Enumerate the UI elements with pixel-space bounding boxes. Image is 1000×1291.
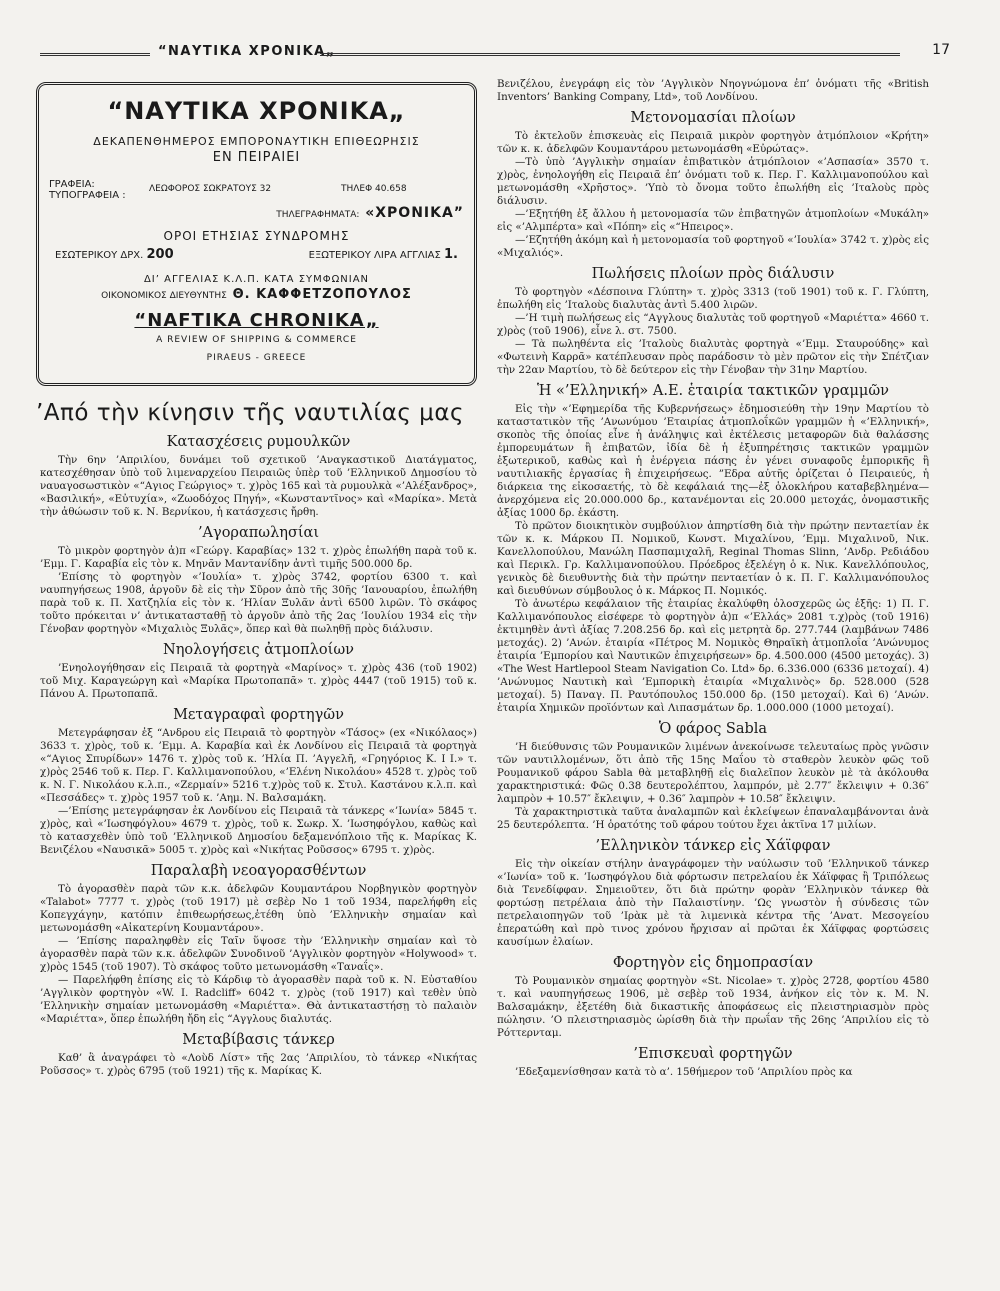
left-column bbox=[36, 82, 477, 1078]
masthead-latin-title: “NAFTIKA CHRONIKA„ bbox=[134, 310, 379, 331]
masthead-offices bbox=[49, 179, 464, 209]
section-heading: Φορτηγὸν εἰς δημοπρασίαν bbox=[612, 955, 814, 971]
director-name: Θ. ΚΑΦΦΕΤΖΟΠΟΥΛΟΣ bbox=[232, 287, 412, 302]
section-heading: ’Αγοραπωλησίαι bbox=[197, 525, 320, 541]
masthead-box bbox=[36, 82, 477, 386]
section-paragraph: — ’Επίσης παραληφθὲν εἰς Ταῖν ὕψοσε τὴν ’Ελληνικὴν σημαίαν καὶ τὸ ἀγορασθὲν παρὰ τῶν κ.κ. ἀδελφῶν Συνοδινοῦ ’Αγγλικὸν φορτηγὸν «Holywood» τ. χ)ρὸς 1545 (τοῦ 1907). Τὸ σκάφος τοῦτο μετωνομάσθη «Ταναΐς». bbox=[40, 935, 477, 973]
price-foreign-value: 1. bbox=[444, 247, 458, 262]
section-paragraph: Μετεγράφησαν ἐξ “Ανδρου εἰς Πειραιᾶ τὸ φορτηγὸν «Τάσος» (ex «Νικόλαος») 3633 τ. χ)ρὸς, τοῦ κ. ’Εμμ. Α. Καραβία καὶ ἐκ Λονδίνου εἰς Πειραιᾶ τὰ φορτηγὰ «“Αγιος Σπυρίδων» 1476 τ. χ)ρὸς τοῦ κ. ’Ηλία Π. ’Αγγελῆ, «Γρηγόριος Κ. Ι Ι.» τ. χ)ρὸς 2546 τοῦ κ. Περ. Γ. Καλλιμανοπούλου, «’Ελένη Νικολάου» 4528 τ. χ)ρὸς τοῦ κ. Ν. Γ. Νικολάου κ.λ.π., «Ζερμαίν» 5216 τ.χ)ρὸς τοῦ κ. Στυλ. Καστάνου κ.λ.π. καὶ «Πεσσάδες» τ. χ)ρὸς 1957 τοῦ κ. ’Αημ. Ν. Βαλσαμάκη. bbox=[40, 727, 477, 804]
price-foreign-label: ΕΞΩΤΕΡΙΚΟΥ ΛΙΡΑ ΑΓΓΛΙΑΣ bbox=[308, 250, 441, 261]
offices-phone: ΤΗΛΕΦ 40.658 bbox=[341, 184, 407, 194]
rule-left bbox=[40, 53, 150, 56]
section-paragraph: Τὸ φορτηγὸν «Δέσποινα Γλύπτη» τ. χ)ρὸς 3313 (τοῦ 1901) τοῦ κ. Γ. Γλύπτη, ἐπωλήθη εἰς ’Ιταλοὺς διαλυτὰς ἀντὶ 5.400 λιρῶν. bbox=[497, 286, 929, 311]
terms-title: ΟΡΟΙ ΕΤΗΣΙΑΣ ΣΥΝΔΡΟΜΗΣ bbox=[163, 229, 350, 243]
section-heading: Παραλαβὴ νεοαγορασθέντων bbox=[150, 863, 367, 879]
right-intro: Βενιζέλου, ἐνεγράφη εἰς τὸν ’Αγγλικὸν Νηογνώμονα ἐπ’ ὀνόματι τῆς «British Inventors’ Banking Company, Ltd», τοῦ Λονδίνου. bbox=[497, 78, 929, 103]
section-heading: ’Επισκευαὶ φορτηγῶν bbox=[633, 1046, 793, 1062]
section-paragraph: —’Επίσης μετεγράφησαν ἐκ Λονδίνου εἰς Πειραιᾶ τὰ τάνκερς «’Ιωνία» 5845 τ. χ)ρὸς, καὶ «’Ιωσηφόγλου» 4679 τ. χ)ρὸς, τοῦ κ. Σωκρ. Χ. ’Ιωσηφόγλου, καθὼς καὶ τὸ κατασχεθὲν ὑπὸ τοῦ ’Ελληνικοῦ Δημοσίου δεξαμενόπλοιο τῆς κ. Μαρίκας Κ. Βενιζέλου «Ναυσικᾶ» 5005 τ. χ)ρὸς καὶ «Νικήτας Ροῦσσος» 6795 τ. χ)ρὸς. bbox=[40, 805, 477, 856]
telegrams-value: «ΧΡΟΝΙΚΑ” bbox=[365, 205, 464, 221]
section-paragraph: Τὸ ἐκτελοῦν ἐπισκευὰς εἰς Πειραιᾶ μικρὸν φορτηγὸν ἀτμόπλοιον «Κρήτη» τῶν κ. κ. ἀδελφῶν Κουμαντάρου μετωνομάσθη «Εὐρώτας». bbox=[497, 130, 929, 155]
masthead-title: “ΝΑΥΤΙΚΑ ΧΡΟΝΙΚΑ„ bbox=[107, 97, 406, 125]
offices-label: ΓΡΑΦΕΙΑ: ΤΥΠΟΓΡΑΦΕΙΑ : bbox=[49, 179, 126, 201]
offices-address: ΛΕΩΦΟΡΟΣ ΣΩΚΡΑΤΟΥΣ 32 bbox=[149, 184, 272, 194]
section-paragraph: Εἰς τὴν οἰκείαν στήλην ἀναγράφομεν τὴν ναύλωσιν τοῦ ’Ελληνικοῦ τάνκερ «’Ιωνία» τοῦ κ. ’Ιωσηφόγλου διὰ φόρτωσιν πετρελαίου ἐκ Χάϊφφας ἢ Τριπόλεως διὰ Τενεδίφφαν. Σημειοῦτεν, ὅτι διὰ πρώτην φορὰν ’Ελληνικὸν τάνκερ θὰ φορτώσῃ πετρέλαια ἀπὸ τὴν Παλαιστίνην. ’Ως γνωστὸν ἡ σύνδεσις τῶν πετρελαιοπηγῶν τοῦ ’Ιρὰκ μὲ τὰ λιμενικὰ κέντρα τῆς ’Ανατ. Μεσογείου ἐπερατώθη καὶ πρὸ τινος χρόνου ἤρχισαν αἱ πρῶται ἐκ Χάϊφφας φορτώσεις καυσίμων ἐλαίων. bbox=[497, 858, 929, 948]
section-heading: Νηολογήσεις ἀτμοπλοίων bbox=[163, 642, 354, 658]
section-heading: Μεταβίβασις τάνκερ bbox=[182, 1032, 335, 1048]
section-paragraph: Τὸ ἀγορασθὲν παρὰ τῶν κ.κ. ἀδελφῶν Κουμαντάρου Νορβηγικὸν φορτηγὸν «Talabot» 7777 τ. χ)ρὸς (τοῦ 1917) μὲ σεβὲρ Νο 1 τοῦ 1934, παρελήφθη εἰς Κοπεγχάγην, κατόπιν ἐπιθεωρήσεως,ἐτέθη ὑπὸ ’Ελληνικὴν σημαίαν καὶ μετωνομάσθη «Αἰκατερίνη Κουμαντάρου». bbox=[40, 883, 477, 934]
section-paragraph: Τὰ χαρακτηριστικὰ ταῦτα ἀναλαμπῶν καὶ ἐκλείψεων ἐπαναλαμβάνονται ἀνὰ 25 δευτερόλεπτα. ’Η ὁρατότης τοῦ φάρου τούτου ἔχει ἀκτῖνα 17 μιλίων. bbox=[497, 806, 929, 831]
subscription-prices bbox=[49, 247, 464, 262]
section-paragraph: ’Ενηολογήθησαν εἰς Πειραιᾶ τὰ φορτηγὰ «Μαρίνος» τ. χ)ρὸς 436 (τοῦ 1902) τοῦ Μιχ. Καραγεώργη καὶ «Μαρίκα Πρωτοπαπᾶ» τ. χ)ρὸς 4447 (τοῦ 1915) τοῦ κ. Πάνου Α. Πρωτοπαπᾶ. bbox=[40, 662, 477, 700]
director-label: ΟΙΚΟΝΟΜΙΚΟΣ ΔΙΕΥΘΥΝΤΗΣ bbox=[101, 291, 227, 301]
section-paragraph: ’Η διεύθυνσις τῶν Ρουμανικῶν λιμένων ἀνεκοίνωσε τελευταίως πρὸς γνῶσιν τῶν ναυτιλλομένων, ὅτι ἀπὸ τῆς 15ης Μαΐου τὸ σταθερὸν λευκὸν φῶς τοῦ Ρουμανικοῦ φάρου Sabla θὰ μεταβληθῇ εἰς διαλεῖπον λευκὸν μὲ τὰ ἀκόλουθα χαρακτηριστικά: Φῶς 0.38 δευτερολέπτου, λαμπρόν, μὲ 2.77″ ἔκλειψιν + 0.36″ λαμπρὸν + 10.57″ ἔκλειψιν, + 0.36″ λαμπρὸν + 10.58″ ἔκλειψιν. bbox=[497, 741, 929, 805]
telegrams-label: ΤΗΛΕΓΡΑΦΗΜΑΤΑ: bbox=[276, 210, 360, 220]
section-paragraph: —’Η τιμὴ πωλήσεως εἰς “Αγγλους διαλυτὰς τοῦ φορτηγοῦ «Μαριέττα» 4660 τ. χ)ρὸς (τοῦ 1906), εἶνε λ. στ. 7500. bbox=[497, 312, 929, 337]
running-head-title: “ΝΑΥΤΙΚΑ ΧΡΟΝΙΚΑ„ bbox=[158, 44, 336, 59]
section-heading: Κατασχέσεις ρυμουλκῶν bbox=[166, 434, 351, 450]
masthead-place: ΕΝ ΠΕΙΡΑΙΕΙ bbox=[212, 150, 301, 165]
section-heading: Πωλήσεις πλοίων πρὸς διάλυσιν bbox=[591, 266, 835, 282]
masthead-latin-subtitle: A REVIEW OF SHIPPING & COMMERCE bbox=[156, 335, 357, 345]
section-paragraph: Τὸ ἀνωτέρω κεφάλαιον τῆς ἑταιρίας ἐκαλύφθη ὁλοσχερῶς ὡς ἑξῆς: 1) Π. Γ. Καλλιμανόπουλος εἰσέφερε τὸ φορτηγὸν ἀ)π «’Ελλάς» 2081 τ.χ)ρὸς (τοῦ 1916) ἐκτιμηθὲν ἀντὶ ἀξίας 7.208.256 δρ. καὶ εἰς μετρητὰ δρ. 277.744 (λαμβάνων 7486 μετοχάς). 2) ’Ανών. ἑταιρία «Πέτρος Μ. Νομικὸς Θηραϊκὴ ἀτμοπλοΐα ’Ανώνυμος ἑταιρία ’Εμπορίου καὶ Ναυτικῶν ἐπιχειρήσεων» δρ. 4.500.000 (4500 μετοχάς). 3) «The West Hartlepool Steam Navigation Co. Ltd» δρ. 6.336.000 (6336 μετοχαί). 4) ’Ανώνυμος Ναυτικὴ καὶ ’Εμπορικὴ ἑταιρία «Μιχαλινὸς» δρ. 528.000 (528 μετοχαί). 5) Παναγ. Π. Ραυτόπουλος 150.000 δρ. (150 μετοχαί). Καὶ 6) ’Ανών. ἑταιρία Χημικῶν προϊόντων καὶ Λιπασμάτων δρ. 1.000.000 (1000 μετοχαί). bbox=[497, 598, 929, 714]
main-heading: ’Από τὴν κίνησιν τῆς ναυτιλίας μας bbox=[36, 400, 464, 426]
director-line bbox=[49, 287, 464, 302]
masthead-subtitle: ΔΕΚΑΠΕΝΘΗΜΕΡΟΣ ΕΜΠΟΡΟΝΑΥΤΙΚΗ ΕΠΙΘΕΩΡΗΣΙΣ bbox=[93, 135, 420, 148]
section-paragraph: —Τὸ ὑπὸ ’Αγγλικὴν σημαίαν ἐπιβατικὸν ἀτμόπλοιον «’Ασπασία» 3570 τ. χ)ρὸς, ἐνηολογήθη εἰς Πειραιᾶ ἐπ’ ὀνόματι τοῦ κ. Περ. Γ. Καλλιμανοπούλου καὶ μετωνομάσθη «Χρῆστος». ’Υπὸ τὸ ὄνομα τοῦτο ἐπωλήθη εἰς ’Ιταλοὺς πρὸς διάλυσιν. bbox=[497, 156, 929, 207]
section-paragraph: — Τὰ πωληθέντα εἰς ’Ιταλοὺς διαλυτὰς φορτηγὰ «’Εμμ. Σταυρούδης» καὶ «Φωτεινὴ Καρρᾶ» κατέπλευσαν πρὸς παράδοσιν τὸ μὲν πρῶτον εἰς τὴν Σπέτζιαν τὴν 22αν Μαρτίου, τὸ δὲ δεύτερον εἰς τὴν Γένοβαν τὴν 31ην Μαρτίου. bbox=[497, 338, 929, 376]
section-paragraph: —’Εξητήθη ἐξ ἄλλου ἡ μετονομασία τῶν ἐπιβατηγῶν ἀτμοπλοίων «Μυκάλη» εἰς «’Αλμπέρτα» καὶ «Πόπη» εἰς «“Ηπειρος». bbox=[497, 208, 929, 233]
section-paragraph: Τὸ πρῶτον διοικητικὸν συμβούλιον ἀπηρτίσθη διὰ τὴν πρώτην πενταετίαν ἐκ τῶν κ. κ. Μάρκου Π. Νομικοῦ, Κωνστ. Μιχαλίνου, ’Εμμ. Μιχαλινοῦ, Νικ. Κανελλοπούλου, Μανώλη Πασπαμιχαλῆ, Reginal Thomas Slinn, ’Ανδρ. Ρεδιάδου καὶ Περικλ. Γρ. Καλλιμανοπούλου. Πρόεδρος ἐξελέγη ὁ κ. Νικ. Κανελλόπουλος, γενικὸς δὲ διευθυντὴς διὰ τὴν πρώτην πενταετίαν ὁ κ. Π. Γ. Καλλιμανόπουλος καὶ διευθύνων σύμβουλος ὁ κ. Μάρκος Π. Νομικός. bbox=[497, 520, 929, 597]
section-paragraph: Τὴν 6ην ’Απριλίου, δυνάμει τοῦ σχετικοῦ ’Αναγκαστικοῦ Διατάγματος, κατεσχέθησαν ὑπὸ τοῦ λιμεναρχείου Πειραιῶς ὑπὲρ τοῦ ’Ελληνικοῦ Δημοσίου τὸ ναυαγοσωστικὸν «“Αγιος Γεώργιος» τ. χ)ρὸς 165 καὶ τὰ ρυμουλκὰ «’Αλέξανδρος», «Βασιλική», «Εὐτυχία», «Ζωοδόχος Πηγή», «Κωνσταντῖνος» καὶ «Μαρίκα». Μετὰ τὴν ἀθώωσιν τοῦ κ. Ν. Βερνίκου, ἡ κατάσχεσις ἤρθη. bbox=[40, 454, 477, 518]
price-domestic-label: ΕΣΩΤΕΡΙΚΟΥ ΔΡΧ. bbox=[55, 250, 144, 261]
section-heading: Μεταγραφαὶ φορτηγῶν bbox=[173, 707, 344, 723]
section-heading: Μετονομασίαι πλοίων bbox=[630, 110, 796, 126]
section-paragraph: ’Επίσης τὸ φορτηγὸν «’Ιουλία» τ. χ)ρὸς 3742, φορτίου 6300 τ. καὶ ναυπηγήσεως 1908, ἀργοῦν δὲ εἰς τὴν Σῦρον ἀπὸ τῆς 30ῆς ’Ιανουαρίου, ἐπωλήθη παρὰ τοῦ κ. Π. Χατζηλία εἰς τὸν κ. ’Ηλίαν Ξυλᾶν ἀντὶ 6500 λιρῶν. Τὸ σκάφος τοῦτο πρόκειται ν’ ἀντικατασταθῇ τὸ ἀργοῦν ἀπὸ τῆς 2ας ’Ιουλίου 1934 εἰς τὴν Γένοβαν φορτηγὸν «Μιχαλιὸς Ξυλᾶς», ὅπερ καὶ θὰ πωληθῇ πρὸς διάλυσιν. bbox=[40, 571, 477, 635]
section-paragraph: Καθ’ ἃ ἀναγράφει τὸ «Λοὺδ Λίστ» τῆς 2ας ’Απριλίου, τὸ τάνκερ «Νικήτας Ροῦσσος» τ. χ)ρὸς 6795 (τοῦ 1921) τῆς κ. Μαρίκας Κ. bbox=[40, 1052, 477, 1077]
section-paragraph: Τὸ μικρὸν φορτηγὸν ἀ)π «Γεώργ. Καραβίας» 132 τ. χ)ρὸς ἐπωλήθη παρὰ τοῦ κ. ’Εμμ. Γ. Καραβία εἰς τὸν κ. Μηνᾶν Μαντανίδην ἀντὶ τιμῆς 500.000 δρ. bbox=[40, 545, 477, 570]
ads-line: ΔΙ’ ΑΓΓΕΛΙΑΣ Κ.Λ.Π. ΚΑΤΑ ΣΥΜΦΩΝΙΑΝ bbox=[143, 274, 370, 285]
page-number: 17 bbox=[932, 42, 950, 58]
section-paragraph: —’Εζητήθη ἀκόμη καὶ ἡ μετονομασία τοῦ φορτηγοῦ «’Ιουλία» 3742 τ. χ)ρὸς εἰς «Μιχαλιός». bbox=[497, 234, 929, 259]
running-head bbox=[40, 44, 960, 64]
section-heading: Ἡ «’Ελληνική» Α.Ε. ἑταιρία τακτικῶν γραμμῶν bbox=[537, 383, 889, 399]
section-paragraph: ’Εδεξαμενίσθησαν κατὰ τὸ α’. 15θήμερον τοῦ ’Απριλίου πρὸς κα bbox=[515, 1066, 853, 1078]
right-column bbox=[497, 78, 929, 1079]
section-paragraph: — Παρελήφθη ἐπίσης εἰς τὸ Κάρδιφ τὸ ἀγορασθὲν παρὰ τοῦ κ. Ν. Εὐσταθίου ’Αγγλικὸν φορτηγὸν «W. I. Radcliff» 6042 τ. χ)ρὸς (τοῦ 1917) καὶ τεθὲν ὑπὸ ’Ελληνικὴν σημαίαν μετωνομάσθη «Μαριέττα». Θὰ ἀντικαταστήσῃ τὸ παλαιὸν «Μαριέττα», ὅπερ ἐπωλήθη ἤδη εἰς “Αγγλους διαλυτάς. bbox=[40, 974, 477, 1025]
left-sections bbox=[40, 434, 477, 1078]
rule-right bbox=[320, 53, 900, 56]
section-heading: ’Ελληνικὸν τάνκερ εἰς Χάϊφφαν bbox=[595, 838, 831, 854]
section-paragraph: Εἰς τὴν «’Εφημερίδα τῆς Κυβερνήσεως» ἐδημοσιεύθη τὴν 19ην Μαρτίου τὸ καταστατικὸν τῆς ’Ανωνύμου ’Εταιρίας ἀτμοπλοΐκῶν γραμμῶν ἡ «’Ελληνική», σκοπὸς τῆς ὁποίας εἶνε ἡ ἀνάληψις καὶ ἐκτέλεσις μεταφορῶν διὰ θαλάσσης ἐμπορευμάτων ἢ ἐπιβατῶν, ἰδία δὲ ἡ ἐξυπηρέτησις τακτικῶν γραμμῶν ἐξωτερικοῦ, καθὼς καὶ ἡ ἐνέργεια πάσης ἐν γένει συναφοῦς ἐμπορικῆς ἢ ναυτιλιακῆς ἐργασίας ἢ ἐπιχειρήσεως. ”Εδρα αὐτῆς ὁρίζεται ὁ Πειραιεύς, ἡ διάρκεια της εἰκοσαετής, τὸ δὲ κεφάλαιά της—ἐξ ὁλοκλήρου καταβεβλημένα—ἀνερχόμενα εἰς 20.000.000 δρ., κατανέμονται εἰς 20.000 μετοχάς, ὀνομαστικῆς ἀξίας 1000 δρ. ἑκάστη. bbox=[497, 403, 929, 519]
price-domestic-value: 200 bbox=[146, 247, 174, 262]
section-heading: Ὁ φάρος Sabla bbox=[658, 721, 768, 737]
right-sections bbox=[497, 110, 929, 1079]
masthead-latin-place: PIRAEUS - GREECE bbox=[206, 353, 307, 363]
section-paragraph: Τὸ Ρουμανικὸν σημαίας φορτηγὸν «St. Nicolae» τ. χ)ρὸς 2728, φορτίου 4580 τ. καὶ ναυπηγήσεως 1906, μὲ σεβὲρ τοῦ 1934, ἀνήκον εἰς τὸν κ. Μ. Ν. Βαλσαμάκην, ἐξετέθη διὰ δικαστικῆς ἀποφάσεως εἰς πλειστηριασμὸν πρὸς πώλησιν. ’Ο πλειστηριασμὸς ὡρίσθη διὰ τὴν πρωΐαν τῆς 26ης ’Απριλίου εἰς τὸ Ρόττερνταμ. bbox=[497, 975, 929, 1039]
